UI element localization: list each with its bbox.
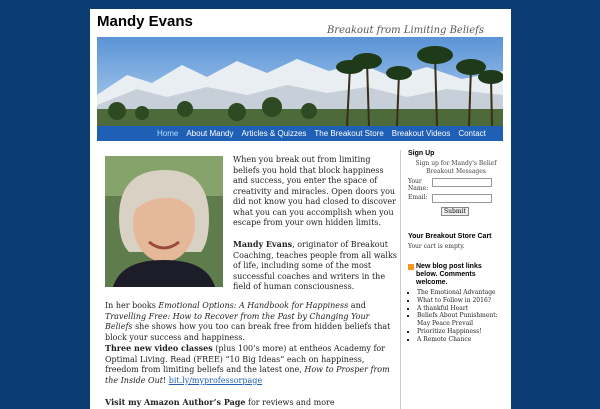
amazon-paragraph [105, 397, 397, 409]
blog-post-link[interactable]: ▪ What to Follow in 2016? [417, 297, 504, 305]
nav-articles-quizzes[interactable]: Articles & Quizzes [241, 129, 307, 138]
blog-post-link[interactable]: ▪ A Remote Chance [417, 336, 504, 344]
prosper-title: How to Prosper from the Inside Out [105, 365, 390, 385]
book-title-1: Emotional Options: A Handbook for Happiness [158, 301, 349, 310]
email-field-row [408, 194, 504, 203]
cart-status: Your cart is empty. [408, 243, 465, 250]
books-text-pre: In her books [105, 301, 159, 310]
bio-paragraph [233, 239, 397, 293]
video-classes-heading: Three new video classes [105, 343, 213, 353]
submit-button[interactable]: Submit [441, 207, 469, 216]
email-input[interactable] [432, 194, 492, 203]
nav-breakout-store[interactable]: The Breakout Store [314, 129, 384, 138]
sidebar-divider [400, 150, 401, 409]
rss-icon[interactable] [408, 264, 414, 270]
main-navigation [97, 126, 503, 141]
cart-title: Your Breakout Store Cart [408, 233, 492, 240]
blog-post-link[interactable]: ▪ The Emotional Advantage [417, 289, 504, 297]
video-classes-text: (plus 100’s more) at entheos Academy for Optimal Living. Read (FREE) “10 Big Ideas” each on happiness, freedom from limiting beliefs and the latest one, [105, 344, 386, 374]
blog-post-list [408, 289, 504, 344]
signup-description: Sign up for Mandy's Belief Breakout Messages [415, 160, 497, 175]
intro-paragraph: When you break out from limiting beliefs you hold that block happiness and success, you enter the space of creativity and miracles. Open doors you did not know you had closed to discover what you can you accomplish when you escape from your own hidden limits. [233, 155, 396, 227]
portrait-photo [105, 156, 223, 287]
books-text-and: and [348, 301, 366, 310]
books-paragraph [105, 301, 397, 343]
author-name: Mandy Evans [233, 239, 293, 249]
email-label: Email: [408, 194, 428, 201]
amazon-page-link[interactable]: Visit my Amazon Author’s Page [105, 397, 246, 407]
blog-post-link[interactable]: ▪ A thankful Heart [417, 305, 504, 313]
blog-post-link[interactable]: ▪ Prioritize Happiness! [417, 328, 504, 336]
video-classes-paragraph [105, 343, 397, 386]
name-input[interactable] [432, 178, 492, 187]
site-tagline: Breakout from Limiting Beliefs [326, 25, 484, 36]
site-title[interactable]: Mandy Evans [97, 13, 193, 30]
signup-title: Sign Up [408, 150, 435, 157]
blog-posts-title: New blog post links below. Comments welcome. [416, 263, 482, 286]
name-label: Your Name: [408, 178, 429, 192]
page-container [90, 9, 511, 409]
nav-breakout-videos[interactable]: Breakout Videos [391, 129, 451, 138]
amazon-text: for reviews and more [245, 398, 335, 407]
sidebar [408, 150, 504, 344]
nav-contact[interactable]: Contact [458, 129, 486, 138]
nav-about-mandy[interactable]: About Mandy [186, 129, 234, 138]
blog-posts-header [408, 263, 504, 287]
video-classes-text-2: ! [162, 375, 169, 385]
nav-home[interactable]: Home [157, 129, 179, 138]
book-title-2: Travelling Free: How to Recover from the Past by Changing Your Beliefs [105, 311, 370, 331]
header-banner-image [97, 37, 503, 126]
blog-post-link[interactable]: ▪ Beliefs About Punishment: May Peace Prevail [417, 312, 504, 328]
professor-page-link[interactable]: bit.ly/myprofessorpage [168, 375, 263, 385]
bio-text: , originator of Breakout Coaching, teaches people from all walks of life, including some of the most successful coaches and writers in the field of human consciousness. [233, 240, 397, 291]
books-text-post: she shows how you too can break free from hidden beliefs that block your success and happiness. [105, 322, 391, 342]
name-field-row [408, 178, 504, 192]
